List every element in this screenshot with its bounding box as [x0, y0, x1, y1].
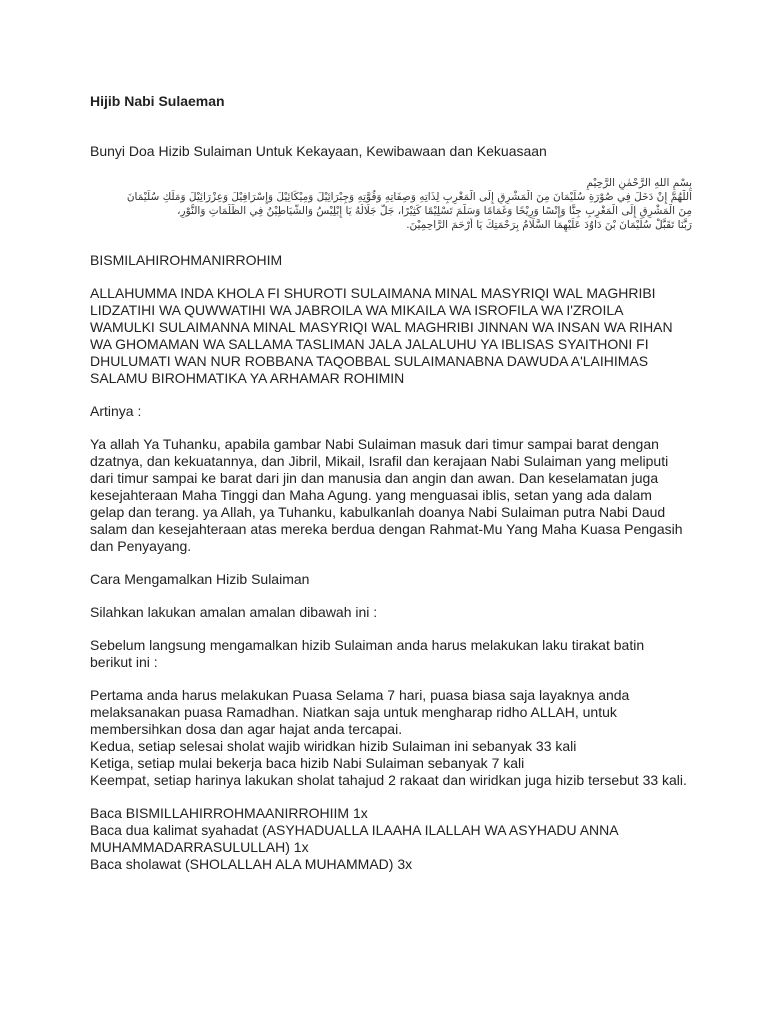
- baca-list: [90, 805, 690, 873]
- document-subtitle: Bunyi Doa Hizib Sulaiman Untuk Kekayaan, Kewibawaan dan Kekuasaan: [90, 143, 547, 159]
- baca-item: Baca dua kalimat syahadat (ASYHADUALLA ILAAHA ILALLAH WA ASYHADU ANNA MUHAMMADARRASULULLAH) 1x: [90, 822, 618, 855]
- cara-heading: Cara Mengamalkan Hizib Sulaiman: [90, 571, 310, 587]
- arabic-line: مِنَ الْمَشْرِقِ إِلَى الْمَغْرِبِ جِنًّا وَإِنْسًا وَرِيْحًا وَغَمَامًا وَسَلَّمَ تَسْلِيْمًا كَثِيْرًا، جَلَّ جَلَالُهُ يَا إِبْلِيْسُ وَالشَّيَاطِيْنُ فِي الظُّلُمَاتِ وَالنُّوْرِ،: [177, 205, 692, 217]
- step-item: Pertama anda harus melakukan Puasa Selama 7 hari, puasa biasa saja layaknya anda melaksanakan puasa Ramadhan. Niatkan saja untuk mengharap ridho ALLAH, untuk membersihkan dosa dan agar hajat anda tercapai.: [90, 687, 630, 737]
- latin-transliteration: ALLAHUMMA INDA KHOLA FI SHUROTI SULAIMANA MINAL MASYRIQI WAL MAGHRIBI LIDZATIHI WA QUWWATIHI WA JABROILA WA MIKAILA WA ISROFILA WA I'ZROILA WAMULKI SULAIMANNA MINAL MASYRIQI WAL MAGHRIBI JINNAN WA INSAN WA RIHAN WA GHOMAMAN WA SALLAMA TASLIMAN JALA JALALUHU YA IBLISAS SYAITHONI FI DHULUMATI WAN NUR ROBBANA TAQOBBAL SULAIMANABNA DAWUDA A'LAIHIMAS SALAMU BIROHMATIKA YA ARHAMAR ROHIMIN: [90, 285, 673, 386]
- silahkan-paragraph: Silahkan lakukan amalan amalan dibawah ini :: [90, 604, 378, 620]
- steps-list: [90, 687, 690, 789]
- arabic-line: بِسْمِ اللهِ الرَّحْمٰنِ الرَّحِيْمِ: [586, 177, 692, 189]
- document-content: [90, 92, 690, 889]
- arabic-line: رَبَّنَا تَقَبَّلْ سُلَيْمَانَ بْنَ دَاوُدَ عَلَيْهِمَا السَّلَامُ بِرَحْمَتِكَ يَا أَرْحَمَ الرَّاحِمِيْنَ.: [406, 219, 692, 231]
- document-title: Hijib Nabi Sulaeman: [90, 93, 225, 109]
- step-item: Kedua, setiap selesai sholat wajib wiridkan hizib Sulaiman ini sebanyak 33 kali: [90, 738, 577, 754]
- step-item: Ketiga, setiap mulai bekerja baca hizib Nabi Sulaiman sebanyak 7 kali: [90, 755, 525, 771]
- artinya-label: Artinya :: [90, 403, 142, 419]
- arabic-prayer: [62, 176, 692, 232]
- baca-item: Baca sholawat (SHOLALLAH ALA MUHAMMAD) 3x: [90, 856, 413, 872]
- translation-paragraph: Ya allah Ya Tuhanku, apabila gambar Nabi Sulaiman masuk dari timur sampai barat dengan dzatnya, dan kekuatannya, dan Jibril, Mikail, Israfil dan kerajaan Nabi Sulaiman yang meliputi dari timur sampai ke barat dari jin dan manusia dan angin dan awan. Dan keselamatan juga kesejahteraan Maha Tinggi dan Maha Agung. yang menguasai iblis, setan yang ada dalam gelap dan terang. ya Allah, ya Tuhanku, kabulkanlah doanya Nabi Sulaiman putra Nabi Daud salam dan kesejahteraan atas mereka berdua dengan Rahmat-Mu Yang Maha Kuasa Pengasih dan Penyayang.: [90, 436, 683, 554]
- basmalah-latin: BISMILAHIROHMANIRROHIM: [90, 252, 283, 268]
- baca-item: Baca BISMILLAHIRROHMAANIRROHIIM 1x: [90, 805, 368, 821]
- sebelum-paragraph: Sebelum langsung mengamalkan hizib Sulaiman anda harus melakukan laku tirakat batin berikut ini :: [90, 637, 645, 670]
- arabic-line: اَللّٰهُمَّ إِنْ دَخَلَ فِي صُوْرَةِ سُلَيْمَانَ مِنَ الْمَشْرِقِ إِلَى الْمَغْرِبِ لِذَاتِهِ وَصِفَاتِهِ وَقُوَّتِهِ وَجِبْرَائِيْلَ وَمِيْكَائِيْلَ وَإِسْرَافِيْلَ وَعِزْرَائِيْلَ وَمَلَكِ سُلَيْمَانَ: [126, 191, 692, 203]
- step-item: Keempat, setiap harinya lakukan sholat tahajud 2 rakaat dan wiridkan juga hizib tersebut 33 kali.: [90, 772, 687, 788]
